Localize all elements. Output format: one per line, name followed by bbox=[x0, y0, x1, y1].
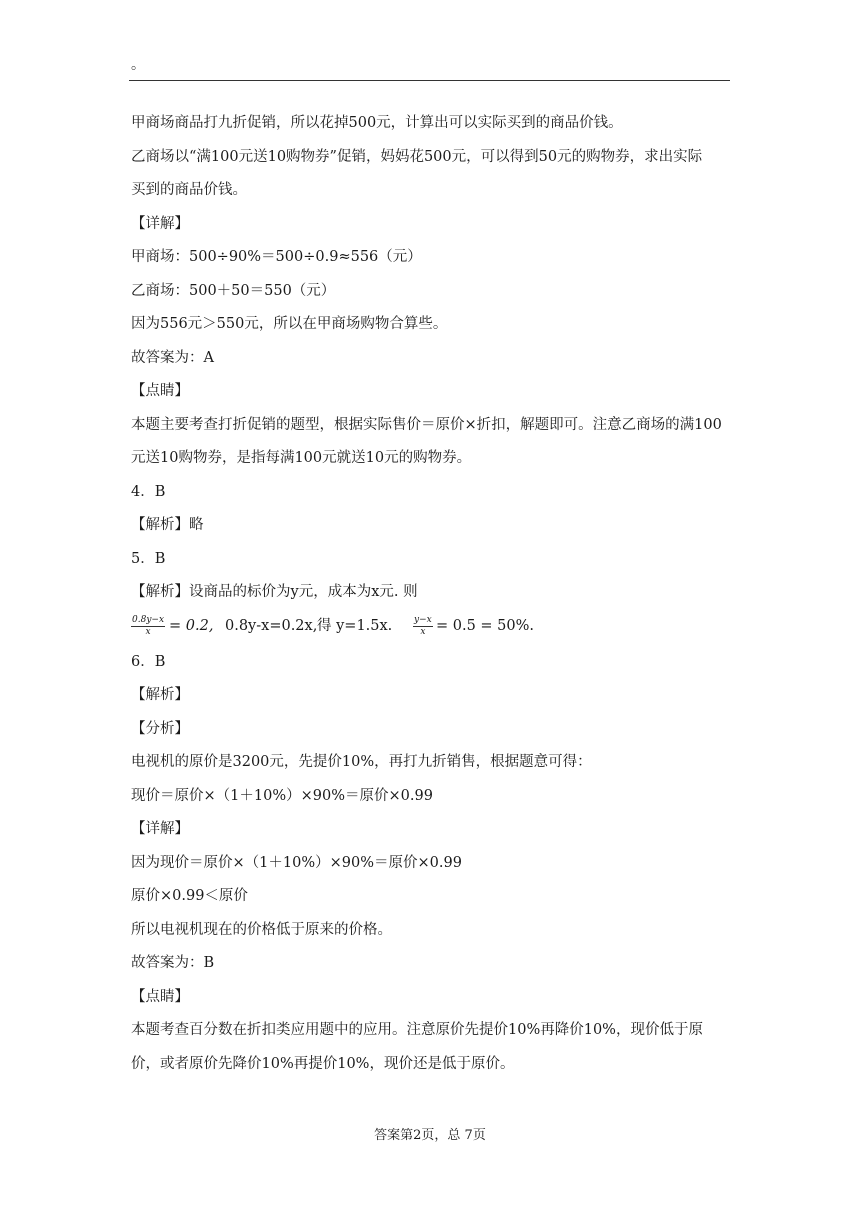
text-line: 乙商场：500＋50＝550（元） bbox=[131, 282, 336, 299]
question-number: 5．B bbox=[131, 550, 166, 567]
section-heading: 【点睛】 bbox=[131, 383, 189, 399]
question-number: 4．B bbox=[131, 483, 166, 500]
header-rule bbox=[129, 80, 730, 81]
fraction-1-denominator: x bbox=[145, 626, 151, 637]
text-line: 甲商场：500÷90%＝500÷0.9≈556（元） bbox=[131, 249, 422, 265]
text-line: 甲商场商品打九折促销，所以花掉500元，计算出可以实际买到的商品价钱。 bbox=[131, 115, 623, 131]
text-line: 因为现价＝原价×（1＋10%）×90%＝原价×0.99 bbox=[131, 854, 462, 871]
text-line: 原价×0.99＜原价 bbox=[131, 888, 248, 904]
text-line: 【解析】设商品的标价为y元，成本为x元. 则 bbox=[131, 584, 418, 600]
text-line: 买到的商品价钱。 bbox=[131, 182, 247, 198]
text-line: 本题考查百分数在折扣类应用题中的应用。注意原价先提价10%再降价10%，现价低于原 bbox=[131, 1022, 703, 1038]
text-line: 本题主要考查打折促销的题型，根据实际售价＝原价×折扣，解题即可。注意乙商场的满100 bbox=[131, 416, 722, 433]
section-heading: 【分析】 bbox=[131, 720, 189, 737]
section-heading: 【详解】 bbox=[131, 821, 189, 837]
formula-eq-2: = 0.5 = 50%. bbox=[436, 617, 535, 634]
header-mark: 。 bbox=[131, 57, 145, 73]
text-line: 因为556元＞550元，所以在甲商场购物合算些。 bbox=[131, 316, 448, 332]
fraction-2-numerator: y−x bbox=[414, 614, 432, 625]
answer-content bbox=[131, 107, 731, 1081]
fraction-1 bbox=[131, 615, 165, 638]
text-line: 所以电视机现在的价格低于原来的价格。 bbox=[131, 921, 392, 938]
text-line: 【解析】略 bbox=[131, 517, 204, 533]
text-line: 乙商场以“满100元送10购物券”促销，妈妈花500元，可以得到50元的购物券，求出实际 bbox=[131, 148, 703, 165]
section-heading: 【点睛】 bbox=[131, 988, 189, 1005]
answer-line: 故答案为：B bbox=[131, 955, 215, 971]
fraction-2 bbox=[413, 615, 433, 638]
question-number: 6．B bbox=[131, 653, 166, 670]
answer-line: 故答案为：A bbox=[131, 349, 214, 366]
formula-line bbox=[131, 610, 731, 646]
fraction-1-numerator: 0.8y−x bbox=[132, 614, 165, 625]
section-heading: 【解析】 bbox=[131, 687, 189, 703]
formula-step-2: 0.8y-x=0.2x, bbox=[225, 617, 318, 634]
text-line: 价，或者原价先降价10%再提价10%，现价还是低于原价。 bbox=[131, 1055, 515, 1072]
text-line: 现价＝原价×（1＋10%）×90%＝原价×0.99 bbox=[131, 787, 433, 804]
formula-step-3: 得 y=1.5x. bbox=[317, 617, 393, 634]
page-footer: 答案第2页，总 7页 bbox=[374, 1128, 486, 1143]
section-heading: 【详解】 bbox=[131, 215, 189, 232]
formula-eq-1: = 0.2, bbox=[169, 617, 214, 634]
text-line: 元送10购物券，是指每满100元就送10元的购物券。 bbox=[131, 450, 472, 466]
text-line: 电视机的原价是3200元，先提价10%，再打九折销售，根据题意可得： bbox=[131, 754, 592, 770]
fraction-2-denominator: x bbox=[420, 626, 426, 637]
